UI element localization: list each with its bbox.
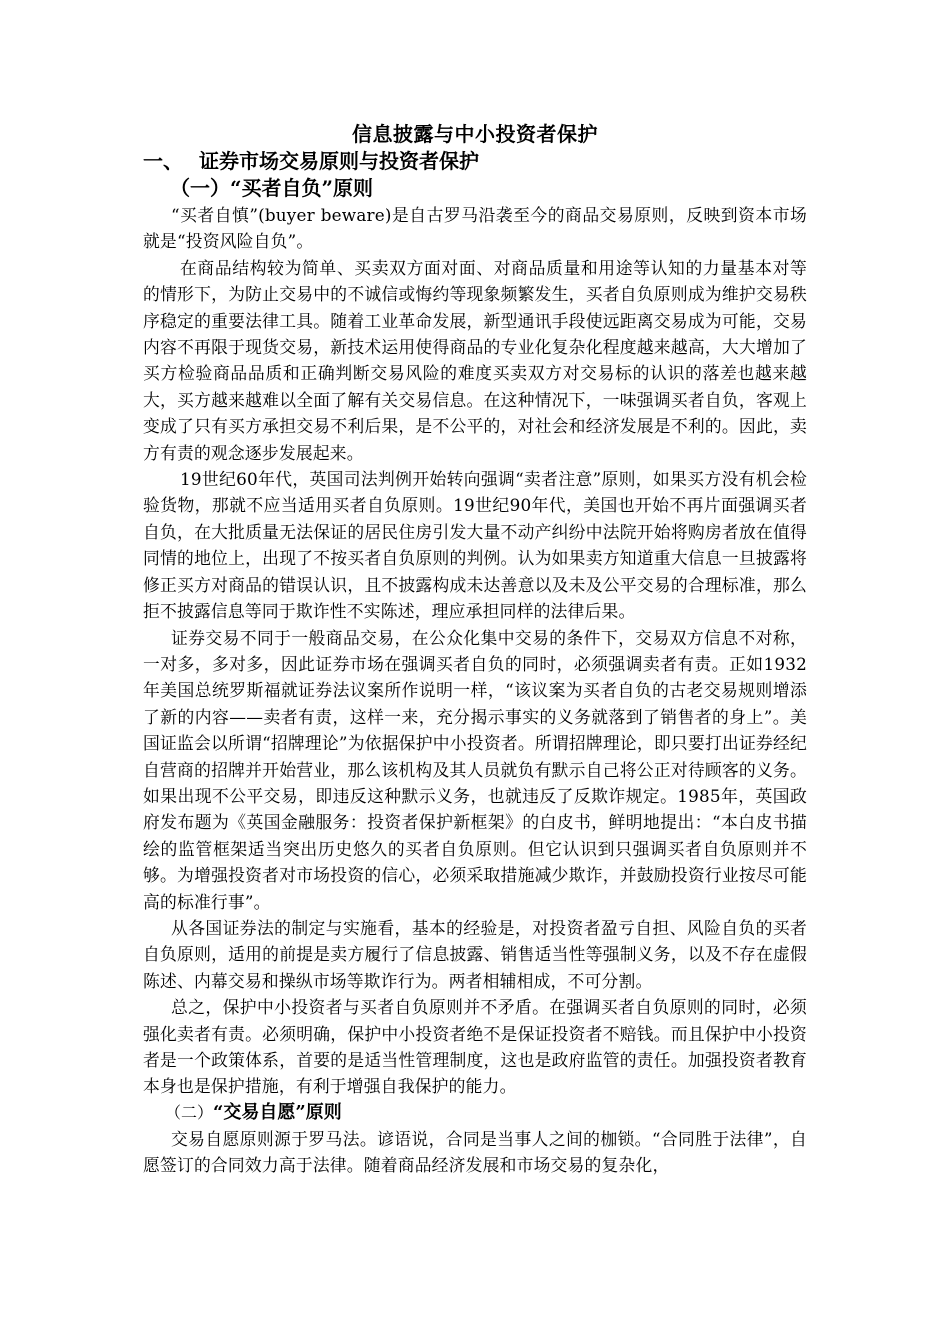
- subsection-heading-1: （一）“买者自负”原则: [170, 176, 374, 200]
- subsection-title: “交易自愿”原则: [213, 1101, 342, 1123]
- paragraph-7: 交易自愿原则源于罗马法。谚语说，合同是当事人之间的枷锁。“合同胜于法律”，自愿签订的合同效力高于法律。随着商品经济发展和市场交易的复杂化，: [143, 1128, 807, 1176]
- section-heading: [143, 148, 807, 174]
- paragraph-3: 19世纪60年代，英国司法判例开始转向强调“卖者注意”原则，如果买方没有机会检验货物，那就不应当适用买者自负原则。19世纪90年代，美国也开始不再片面强调买者自负，在大批质量无法保证的居民住房引发大量不动产纠纷中法院开始将购房者放在值得同情的地位上，出现了不按买者自负原则的判例。认为如果卖方知道重大信息一旦披露将修正买方对商品的错误认识，且不披露构成未达善意以及未及公平交易的合理标准，那么拒不披露信息等同于欺诈性不实陈述，理应承担同样的法律后果。: [143, 469, 807, 622]
- document-title: 信息披露与中小投资者保护: [352, 122, 598, 146]
- section-title: 证券市场交易原则与投资者保护: [199, 149, 479, 173]
- paragraph-6: 总之，保护中小投资者与买者自负原则并不矛盾。在强调买者自负原则的同时，必须强化卖者有责。必须明确，保护中小投资者绝不是保证投资者不赔钱。而且保护中小投资者是一个政策体系，首要的是适当性管理制度，这也是政府监管的责任。加强投资者教育本身也是保护措施，有利于增强自我保护的能力。: [143, 997, 807, 1097]
- subsection-heading-2: [143, 1100, 807, 1126]
- section-number: 一、: [143, 149, 183, 173]
- paragraph-1: “买者自慎”(buyer beware)是自古罗马沿袭至今的商品交易原则，反映到资本市场就是“投资风险自负”。: [143, 205, 807, 252]
- paragraph-4: 证券交易不同于一般商品交易，在公众化集中交易的条件下，交易双方信息不对称，一对多，多对多，因此证券市场在强调买者自负的同时，必须强调卖者有责。正如1932年美国总统罗斯福就证券法议案所作说明一样，“该议案为买者自负的古老交易规则增添了新的内容——卖者有责，这样一来，充分揭示事实的义务就落到了销售者的身上”。美国证监会以所谓“招牌理论”为依据保护中小投资者。所谓招牌理论，即只要打出证券经纪自营商的招牌并开始营业，那么该机构及其人员就负有默示自己将公正对待顾客的义务。如果出现不公平交易，即违反这种默示义务，也就违反了反欺诈规定。1985年，英国政府发布题为《英国金融服务：投资者保护新框架》的白皮书，鲜明地提出：“本白皮书描绘的监管框架适当突出历史悠久的买者自负原则。但它认识到只强调买者自负原则并不够。为增强投资者对市场投资的信心，必须采取措施减少欺诈，并鼓励投资行业按尽可能高的标准行事”。: [143, 627, 807, 912]
- subsection-number: （二）: [165, 1102, 214, 1122]
- paragraph-5: 从各国证券法的制定与实施看，基本的经验是，对投资者盈亏自担、风险自负的买者自负原则，适用的前提是卖方履行了信息披露、销售适当性等强制义务，以及不存在虚假陈述、内幕交易和操纵市场等欺诈行为。两者相辅相成，不可分割。: [143, 917, 807, 991]
- document-body: [143, 120, 807, 1179]
- paragraph-2: 在商品结构较为简单、买卖双方面对面、对商品质量和用途等认知的力量基本对等的情形下，为防止交易中的不诚信或悔约等现象频繁发生，买者自负原则成为维护交易秩序稳定的重要法律工具。随着工业革命发展，新型通讯手段使远距离交易成为可能，交易内容不再限于现货交易，新技术运用使得商品的专业化复杂化程度越来越高，大大增加了买方检验商品品质和正确判断交易风险的难度买卖双方对交易标的认识的落差也越来越大，买方越来越难以全面了解有关交易信息。在这种情况下，一味强调买者自负，客观上变成了只有买方承担交易不利后果，是不公平的，对社会和经济发展是不利的。因此，卖方有责的观念逐步发展起来。: [143, 257, 807, 463]
